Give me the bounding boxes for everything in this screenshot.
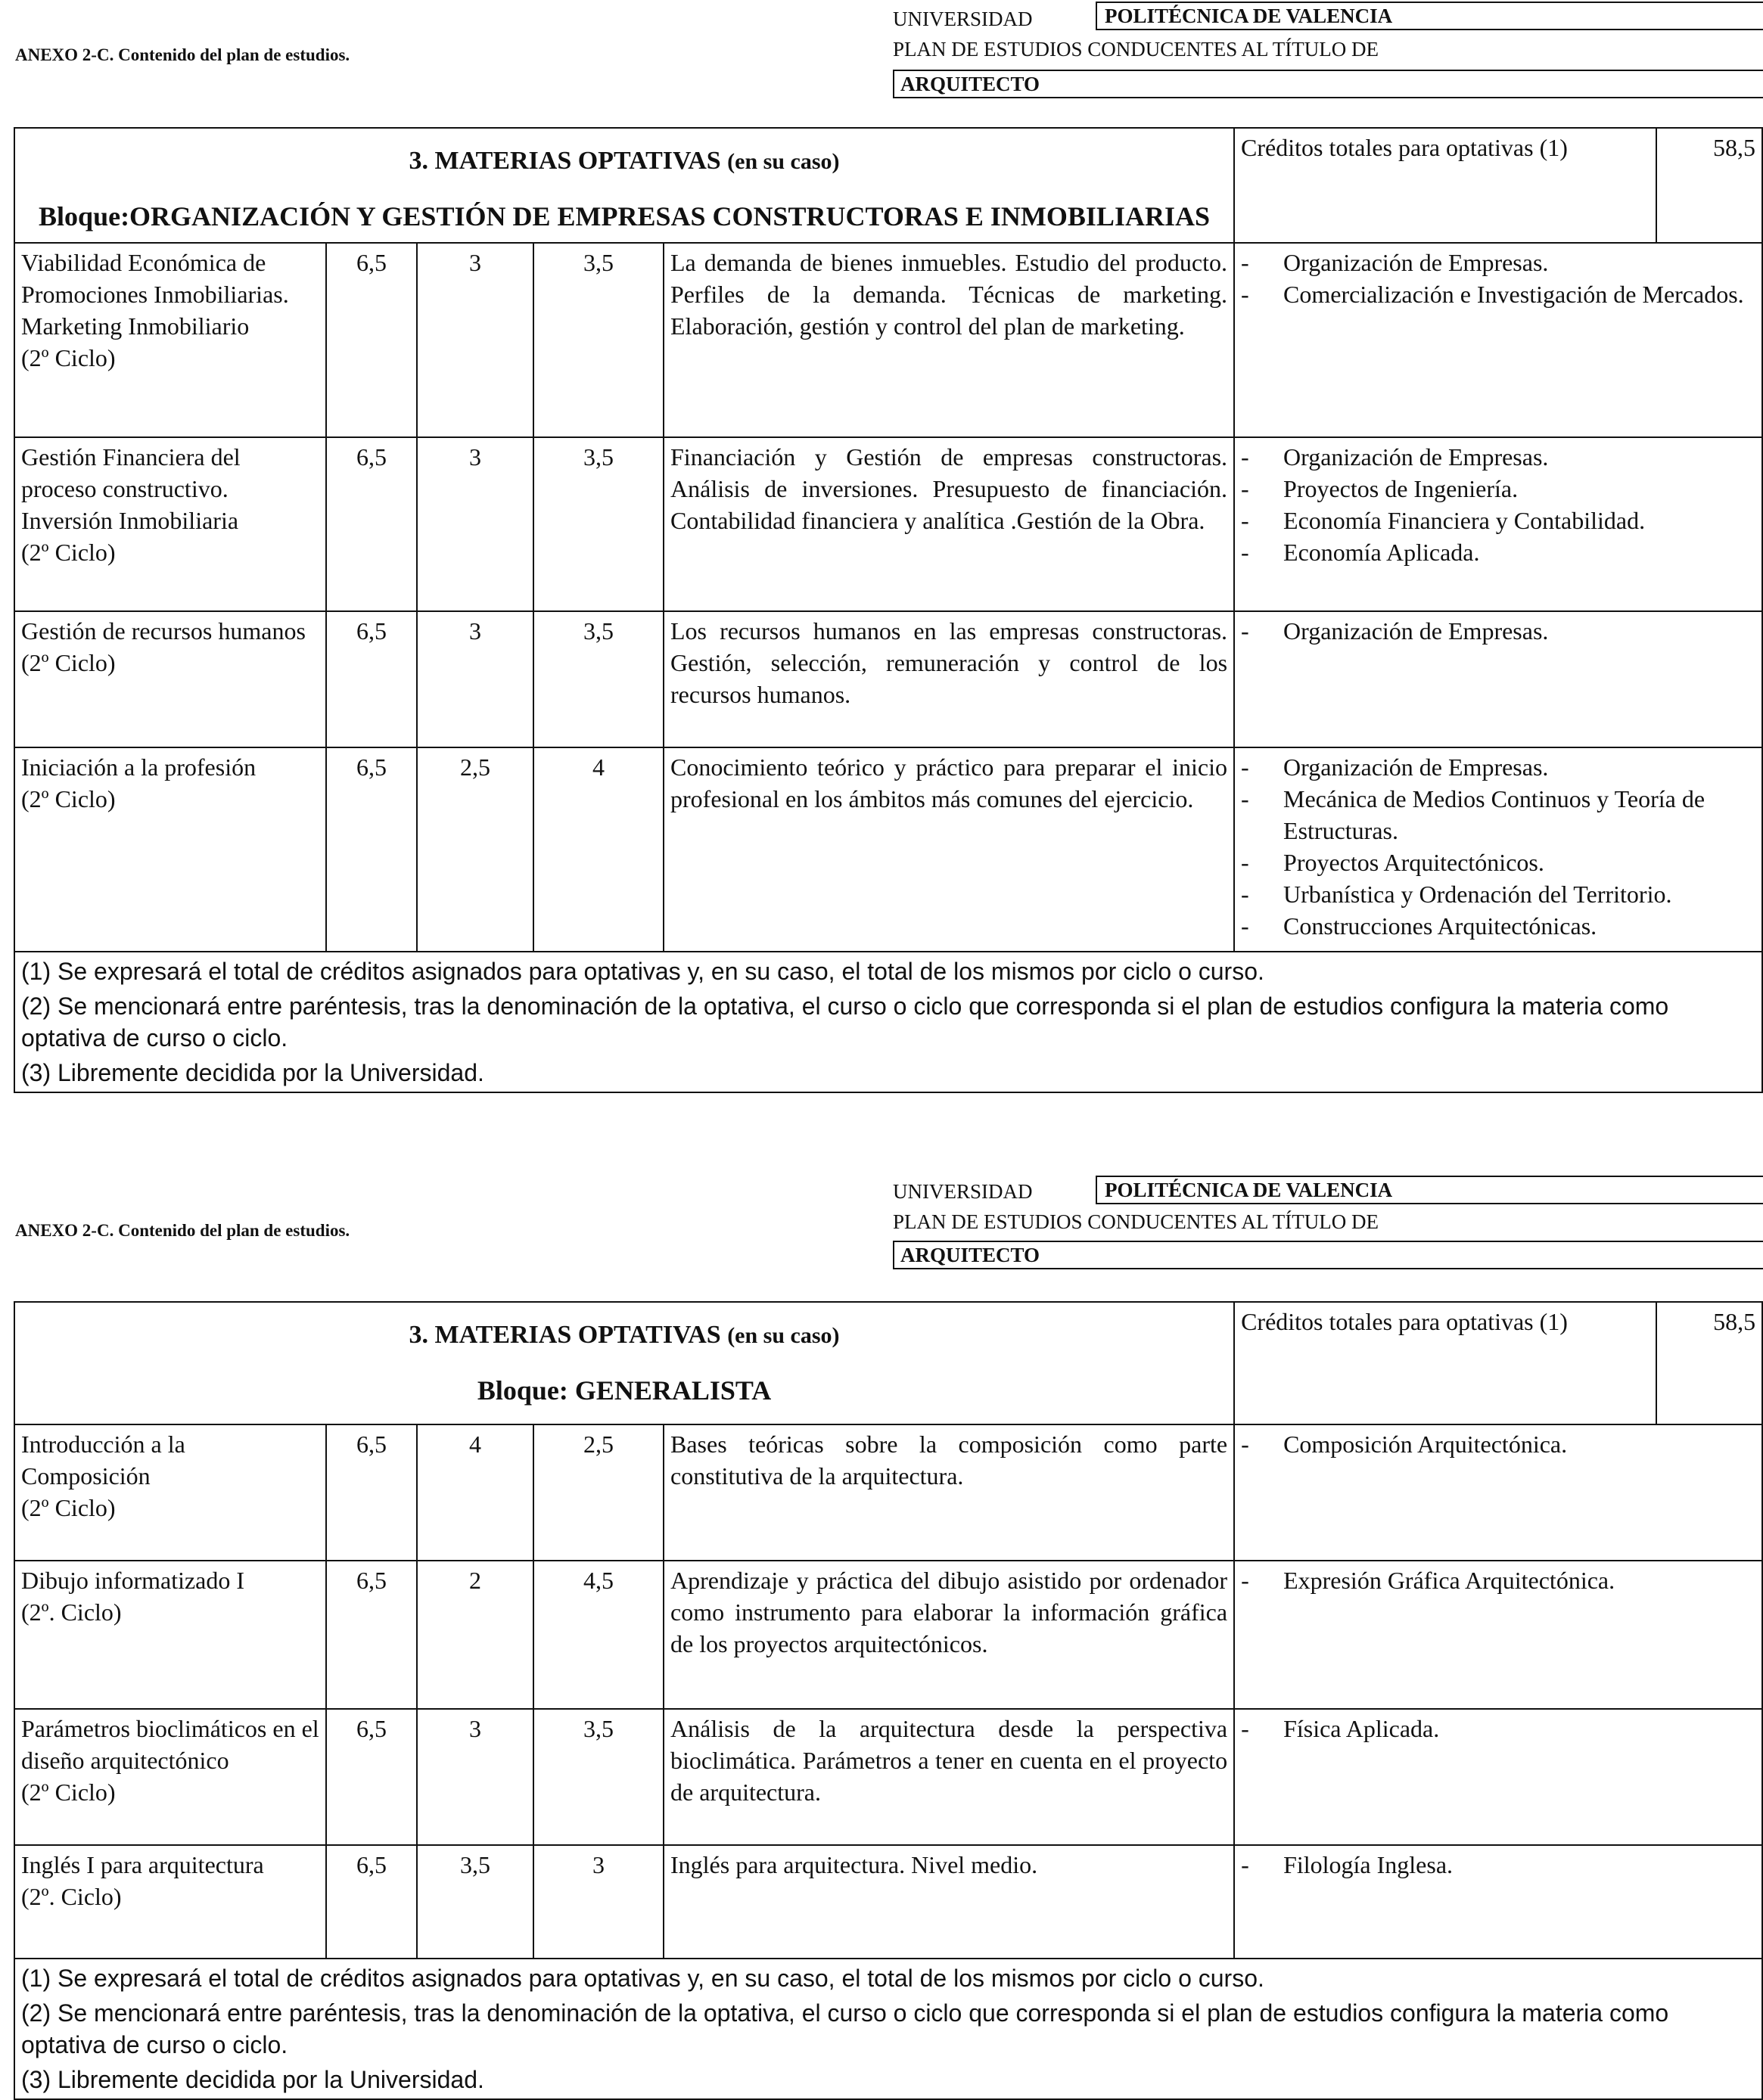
creditos-practicos: 3,5 [533, 437, 664, 611]
universidad-name: POLITÉCNICA DE VALENCIA [1096, 2, 1763, 30]
areas-list [1234, 1709, 1762, 1845]
anexo-heading: ANEXO 2-C. Contenido del plan de estudios. [15, 45, 350, 64]
table-title [14, 128, 1234, 243]
materia-name: Inglés I para arquitectura (2º. Ciclo) [14, 1845, 326, 1959]
creditos-label: Créditos totales para optativas (1) [1234, 1302, 1656, 1424]
materia-name: Introducción a la Composición (2º Ciclo) [14, 1424, 326, 1561]
materia-description: Los recursos humanos en las empresas constructoras. Gestión, selección, remuneración y control de los recursos humanos. [664, 611, 1234, 747]
notes-row [14, 952, 1762, 1092]
table-row [14, 437, 1762, 611]
notes-row [14, 1959, 1762, 2099]
area-item: - Organización de Empresas. [1241, 615, 1755, 647]
area-item: - Economía Aplicada. [1241, 536, 1755, 568]
materia-name: Gestión Financiera del proceso constructivo. Inversión Inmobiliaria (2º Ciclo) [14, 437, 326, 611]
materias-table [14, 127, 1763, 1093]
areas-list [1234, 747, 1762, 952]
area-item: - Comercialización e Investigación de Mercados. [1241, 278, 1755, 310]
creditos-total: 6,5 [326, 1845, 417, 1959]
creditos-teoricos: 2 [417, 1561, 533, 1709]
area-item: - Proyectos Arquitectónicos. [1241, 847, 1755, 878]
area-item: - Proyectos de Ingeniería. [1241, 473, 1755, 505]
table-title [14, 1302, 1234, 1424]
creditos-practicos: 4 [533, 747, 664, 952]
anexo-heading: ANEXO 2-C. Contenido del plan de estudios. [15, 1221, 350, 1240]
materia-name: Dibujo informatizado I (2º. Ciclo) [14, 1561, 326, 1709]
titulo-name: ARQUITECTO [893, 1241, 1763, 1269]
footnote: (2) Se mencionará entre paréntesis, tras la denominación de la optativa, el curso o ciclo que corresponda si el plan de estudios configura la materia como optativa de curso o ciclo. [21, 1999, 1669, 2058]
area-item: - Organización de Empresas. [1241, 751, 1755, 783]
creditos-total: 6,5 [326, 1561, 417, 1709]
bloque-title: Bloque:ORGANIZACIÓN Y GESTIÓN DE EMPRESAS CONSTRUCTORAS E INMOBILIARIAS [39, 201, 1210, 231]
creditos-value: 58,5 [1656, 128, 1762, 243]
footnote: (3) Libremente decidida por la Universidad. [21, 1059, 484, 1086]
creditos-practicos: 3,5 [533, 243, 664, 437]
materias-table [14, 1301, 1763, 2100]
creditos-label: Créditos totales para optativas (1) [1234, 128, 1656, 243]
materia-description: Inglés para arquitectura. Nivel medio. [664, 1845, 1234, 1959]
creditos-practicos: 3 [533, 1845, 664, 1959]
table-row [14, 1709, 1762, 1845]
universidad-label: UNIVERSIDAD [893, 8, 1033, 30]
materia-description: La demanda de bienes inmuebles. Estudio del producto. Perfiles de la demanda. Técnicas de marketing. Elaboración, gestión y control del plan de marketing. [664, 243, 1234, 437]
footnote: (2) Se mencionará entre paréntesis, tras la denominación de la optativa, el curso o ciclo que corresponda si el plan de estudios configura la materia como optativa de curso o ciclo. [21, 993, 1669, 1052]
creditos-total: 6,5 [326, 611, 417, 747]
areas-list [1234, 611, 1762, 747]
table-row [14, 611, 1762, 747]
creditos-total: 6,5 [326, 747, 417, 952]
footnote: (3) Libremente decidida por la Universidad. [21, 2066, 484, 2093]
creditos-practicos: 4,5 [533, 1561, 664, 1709]
area-item: - Composición Arquitectónica. [1241, 1428, 1755, 1460]
bloque-title: Bloque: GENERALISTA [477, 1375, 772, 1406]
title-text: 3. MATERIAS OPTATIVAS [409, 147, 721, 175]
area-item: - Expresión Gráfica Arquitectónica. [1241, 1564, 1755, 1596]
creditos-teoricos: 3 [417, 611, 533, 747]
universidad-label: UNIVERSIDAD [893, 1180, 1033, 1203]
title-suffix: (en su caso) [727, 1323, 840, 1348]
area-item: - Filología Inglesa. [1241, 1849, 1755, 1881]
table-row [14, 747, 1762, 952]
creditos-teoricos: 2,5 [417, 747, 533, 952]
area-item: - Organización de Empresas. [1241, 247, 1755, 278]
materia-description: Conocimiento teórico y práctico para preparar el inicio profesional en los ámbitos más comunes del ejercicio. [664, 747, 1234, 952]
creditos-teoricos: 4 [417, 1424, 533, 1561]
footnote: (1) Se expresará el total de créditos asignados para optativas y, en su caso, el total de los mismos por ciclo o curso. [21, 1965, 1264, 1992]
materia-description: Bases teóricas sobre la composición como parte constitutiva de la arquitectura. [664, 1424, 1234, 1561]
materia-name: Gestión de recursos humanos (2º Ciclo) [14, 611, 326, 747]
materia-description: Análisis de la arquitectura desde la perspectiva bioclimática. Parámetros a tener en cuenta en el proyecto de arquitectura. [664, 1709, 1234, 1845]
materia-description: Financiación y Gestión de empresas constructoras. Análisis de inversiones. Presupuesto de financiación. Contabilidad financiera y analítica .Gestión de la Obra. [664, 437, 1234, 611]
materia-name: Viabilidad Económica de Promociones Inmobiliarias. Marketing Inmobiliario (2º Ciclo) [14, 243, 326, 437]
creditos-teoricos: 3 [417, 437, 533, 611]
area-item: - Construcciones Arquitectónicas. [1241, 910, 1755, 942]
area-item: - Organización de Empresas. [1241, 441, 1755, 473]
area-item: - Urbanística y Ordenación del Territorio. [1241, 878, 1755, 910]
table-row [14, 1845, 1762, 1959]
footnotes [14, 952, 1762, 1092]
creditos-practicos: 3,5 [533, 1709, 664, 1845]
plan-line: PLAN DE ESTUDIOS CONDUCENTES AL TÍTULO DE [893, 1210, 1379, 1233]
creditos-teoricos: 3,5 [417, 1845, 533, 1959]
area-item: - Física Aplicada. [1241, 1713, 1755, 1744]
materia-description: Aprendizaje y práctica del dibujo asistido por ordenador como instrumento para elaborar la información gráfica de los proyectos arquitectónicos. [664, 1561, 1234, 1709]
materia-name: Iniciación a la profesión (2º Ciclo) [14, 747, 326, 952]
table-row [14, 1561, 1762, 1709]
creditos-total: 6,5 [326, 437, 417, 611]
table-row [14, 243, 1762, 437]
creditos-total: 6,5 [326, 1709, 417, 1845]
creditos-practicos: 2,5 [533, 1424, 664, 1561]
universidad-name: POLITÉCNICA DE VALENCIA [1096, 1176, 1763, 1204]
materia-name: Parámetros bioclimáticos en el diseño arquitectónico (2º Ciclo) [14, 1709, 326, 1845]
creditos-total: 6,5 [326, 1424, 417, 1561]
footnotes [14, 1959, 1762, 2099]
area-item: - Mecánica de Medios Continuos y Teoría de Estructuras. [1241, 783, 1755, 847]
table-row [14, 1424, 1762, 1561]
plan-line: PLAN DE ESTUDIOS CONDUCENTES AL TÍTULO DE [893, 38, 1379, 61]
title-suffix: (en su caso) [727, 149, 840, 174]
creditos-value: 58,5 [1656, 1302, 1762, 1424]
creditos-total: 6,5 [326, 243, 417, 437]
areas-list [1234, 437, 1762, 611]
titulo-name: ARQUITECTO [893, 70, 1763, 98]
areas-list [1234, 1561, 1762, 1709]
areas-list [1234, 1845, 1762, 1959]
creditos-teoricos: 3 [417, 1709, 533, 1845]
areas-list [1234, 243, 1762, 437]
creditos-practicos: 3,5 [533, 611, 664, 747]
areas-list [1234, 1424, 1762, 1561]
title-text: 3. MATERIAS OPTATIVAS [409, 1321, 721, 1349]
area-item: - Economía Financiera y Contabilidad. [1241, 505, 1755, 536]
creditos-teoricos: 3 [417, 243, 533, 437]
footnote: (1) Se expresará el total de créditos asignados para optativas y, en su caso, el total de los mismos por ciclo o curso. [21, 958, 1264, 985]
